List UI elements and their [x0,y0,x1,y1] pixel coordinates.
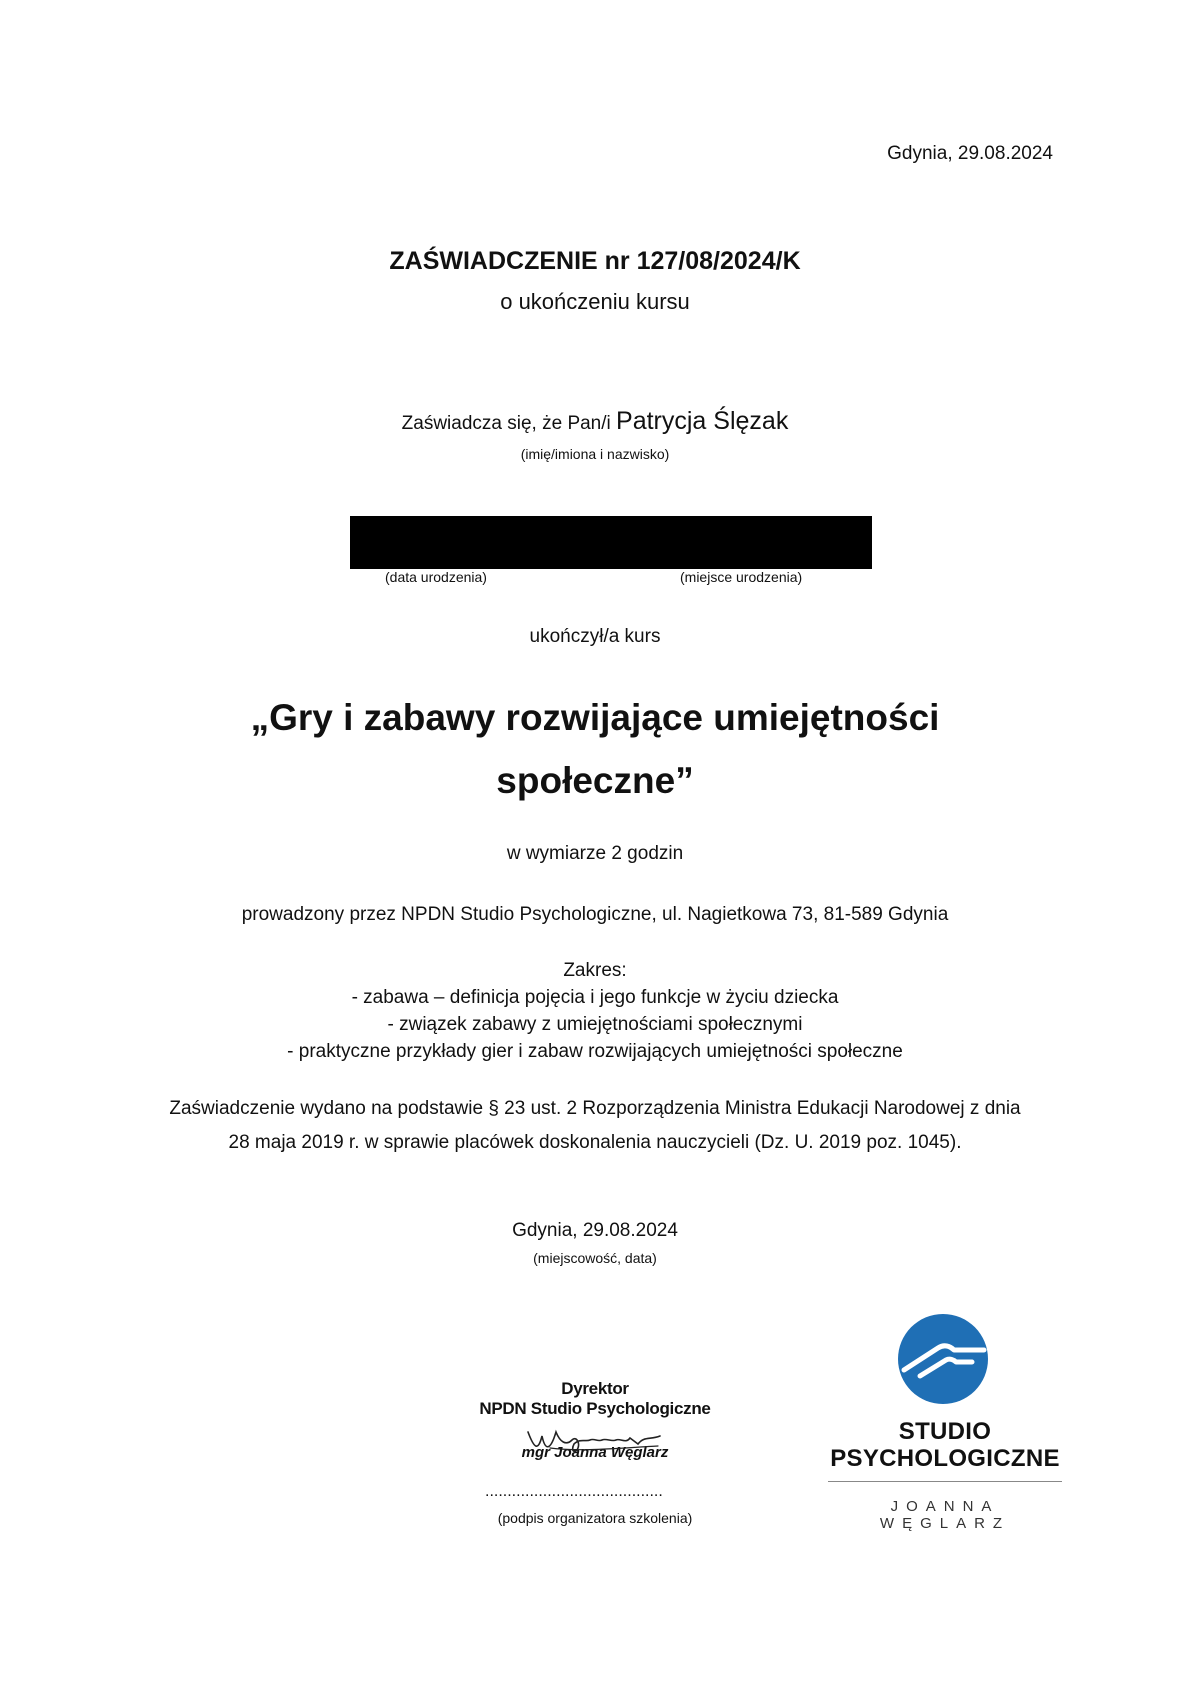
footer-place-date: Gdynia, 29.08.2024 [512,1220,678,1241]
scope-item: - związek zabawy z umiejętnościami społecznymi [387,1014,803,1035]
scope-item: - zabawa – definicja pojęcia i jego funkcje w życiu dziecka [351,987,839,1008]
course-title-line2: społeczne” [496,760,694,801]
studio-logo-icon [898,1314,988,1404]
handwritten-signature [520,1418,670,1468]
scope-heading: Zakres: [563,960,627,981]
name-caption: (imię/imiona i nazwisko) [520,446,670,462]
birth-place-caption: (miejsce urodzenia) [680,569,803,585]
course-title [0,686,1190,812]
certificate-title: ZAŚWIADCZENIE nr 127/08/2024/K [389,247,801,275]
certificate-subtitle: o ukończeniu kursu [500,289,690,314]
completed-text: ukończył/a kurs [529,626,661,647]
course-title-line1: „Gry i zabawy rozwijające umiejętności [250,697,940,738]
logo-text [820,1418,1070,1472]
scope-item: - praktyczne przykłady gier i zabaw rozwijających umiejętności społeczne [287,1041,903,1062]
certify-line [0,407,1190,436]
logo-name: JOANNA WĘGLARZ [879,1498,1011,1532]
provider-text: prowadzony przez NPDN Studio Psychologiczne, ul. Nagietkowa 73, 81-589 Gdynia [241,904,949,925]
stamp-line1: Dyrektor [561,1379,629,1398]
header-place-date: Gdynia, 29.08.2024 [887,143,1053,164]
legal-line1: Zaświadczenie wydano na podstawie § 23 ust. 2 Rozporządzenia Ministra Edukacji Narodowej z dnia [169,1098,1021,1119]
legal-basis [0,1092,1190,1160]
person-name: Patrycja Ślęzak [616,407,789,435]
stamp-line3: mgr Joanna Węglarz [521,1444,669,1461]
redaction-bar [350,516,872,569]
logo-divider [828,1481,1062,1482]
scope-section [0,957,1190,1065]
hours-text: w wymiarze 2 godzin [506,843,684,864]
logo-line2: PSYCHOLOGICZNE [830,1445,1060,1472]
logo-line1: STUDIO [898,1418,992,1445]
signature-caption: (podpis organizatora szkolenia) [497,1510,693,1526]
birth-date-caption: (data urodzenia) [385,569,487,585]
footer-place-date-caption: (miejscowość, data) [533,1250,657,1266]
signature-line: ........................................ [485,1483,663,1500]
stamp-line2: NPDN Studio Psychologiczne [479,1399,711,1418]
certify-prefix: Zaświadcza się, że Pan/i [401,413,611,434]
legal-line2: 28 maja 2019 r. w sprawie placówek doskonalenia nauczycieli (Dz. U. 2019 poz. 1045). [228,1132,962,1153]
